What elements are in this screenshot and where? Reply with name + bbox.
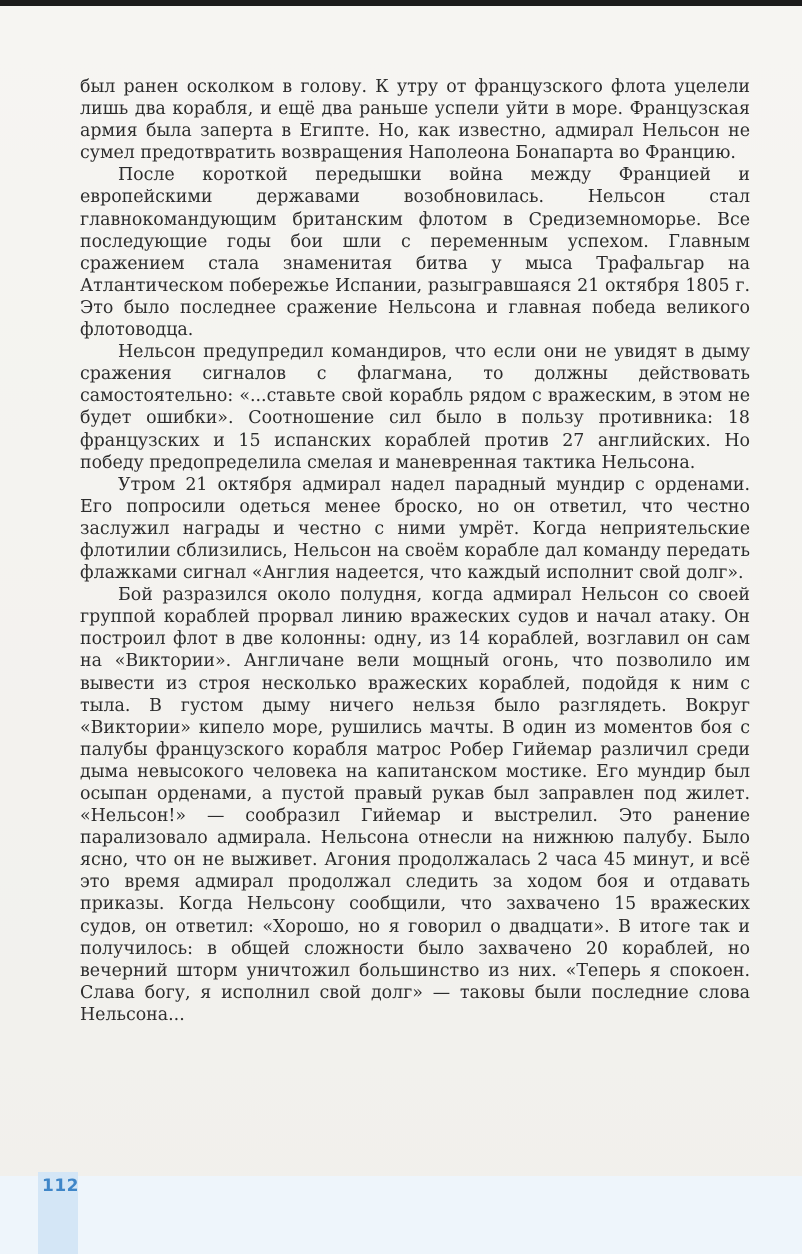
body-text [80, 76, 750, 1026]
paragraph-3: Нельсон предупредил командиров, что если они не увидят в дыму сражения сигналов с флагмана, то должны действовать самостоятельно: «...ставьте свой корабль рядом с вражеским, в этом не будет ошибки». Соотношение сил было в пользу противника: 18 французских и 15 испанских кораблей против 27 английских. Но победу предопределила смелая и маневренная тактика Нельсона. [80, 342, 750, 473]
paragraph-5: Бой разразился около полудня, когда адмирал Нельсон со своей группой кораблей прорвал линию вражеских судов и начал атаку. Он построил флот в две колонны: одну, из 14 кораблей, возглавил он сам на «Виктории». Англичане вели мощный огонь, что позволило им вывести из строя несколько вражеских кораблей, подойдя к ним с тыла. В густом дыму ничего нельзя было разглядеть. Вокруг «Виктории» кипело море, рушились мачты. В один из моментов боя с палубы французского корабля матрос Робер Гийемар различил среди дыма невысокого человека на капитанском мостике. Его мундир был осыпан орденами, а пустой правый рукав был заправлен под жилет. «Нельсон!» — сообразил Гийемар и выстрелил. Это ранение парализовало адмирала. Нельсона отнесли на нижнюю палубу. Было ясно, что он не выживет. Агония продолжалась 2 часа 45 минут, и всё это время адмирал продолжал следить за ходом боя и отдавать приказы. Когда Нельсону сообщили, что захвачено 15 вражеских судов, он ответил: «Хорошо, но я говорил о двадцати». В итоге так и получилось: в общей сложности было захвачено 20 кораблей, но вечерний шторм уничтожил большинство из них. «Теперь я спокоен. Слава богу, я исполнил свой долг» — таковы были последние слова Нельсона... [80, 585, 750, 1025]
top-edge [0, 0, 802, 6]
paragraph-2: После короткой передышки война между Францией и европейскими державами возобновилась. Нельсон стал главнокомандующим британским флотом в Средиземноморье. Все последующие годы бои шли с переменным успехом. Главным сражением стала знаменитая битва у мыса Трафальгар на Атлантическом побережье Испании, разыгравшаяся 21 октября 1805 г. Это было последнее сражение Нельсона и главная победа великого флотоводца. [80, 165, 750, 341]
paragraph-4: Утром 21 октября адмирал надел парадный мундир с орденами. Его попросили одеться менее броско, но он ответил, что честно заслужил награды и честно с ними умрёт. Когда неприятельские флотилии сблизились, Нельсон на своём корабле дал команду передать флажками сигнал «Англия надеется, что каждый исполнит свой долг». [80, 474, 750, 584]
bottom-band [0, 1176, 802, 1254]
paragraph-1: был ранен осколком в голову. К утру от французского флота уцелели лишь два корабля, и ещё два раньше успели уйти в море. Французская армия была заперта в Египте. Но, как известно, адмирал Нельсон не сумел предотвратить возвращения Наполеона Бонапарта во Францию. [80, 77, 750, 164]
page-number: 112 [42, 1176, 79, 1196]
